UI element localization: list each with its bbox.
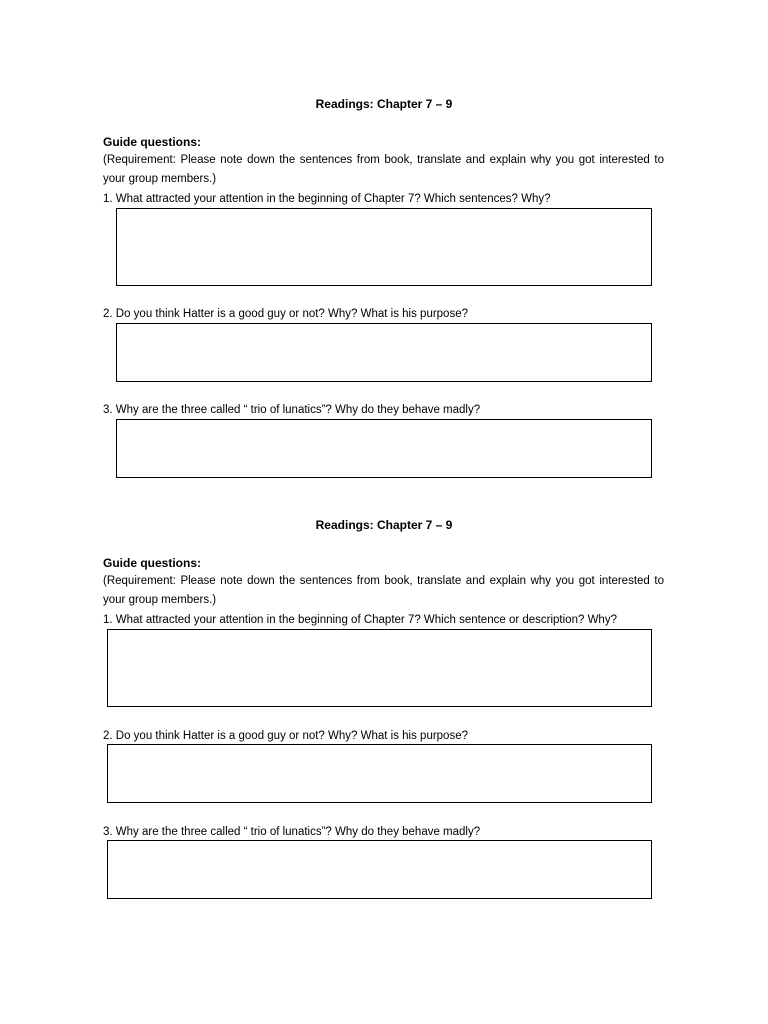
question-2: 2. Do you think Hatter is a good guy or not? Why? What is his purpose? (103, 730, 468, 742)
requirement-text: (Requirement: Please note down the sentences from book, translate and explain why you got interested to your group members.) (103, 575, 664, 606)
question-3: 3. Why are the three called “ trio of lunatics”? Why do they behave madly? (103, 826, 481, 838)
answer-box-2[interactable] (107, 744, 652, 803)
answer-box-3[interactable] (116, 419, 652, 478)
question-2: 2. Do you think Hatter is a good guy or not? Why? What is his purpose? (103, 308, 468, 320)
question-1: 1. What attracted your attention in the beginning of Chapter 7? Which sentences? Why? (103, 193, 551, 205)
section-title: Readings: Chapter 7 – 9 (315, 518, 453, 532)
question-3: 3. Why are the three called “ trio of lunatics”? Why do they behave madly? (103, 404, 481, 416)
answer-box-2[interactable] (116, 323, 652, 382)
question-1: 1. What attracted your attention in the beginning of Chapter 7? Which sentence or description? Why? (103, 614, 617, 626)
guide-questions-heading: Guide questions: (103, 135, 202, 149)
answer-box-1[interactable] (116, 208, 652, 286)
answer-box-1[interactable] (107, 629, 652, 707)
answer-box-3[interactable] (107, 840, 652, 899)
requirement-text: (Requirement: Please note down the sentences from book, translate and explain why you got interested to your group members.) (103, 154, 664, 185)
section-title: Readings: Chapter 7 – 9 (315, 97, 453, 111)
guide-questions-heading: Guide questions: (103, 556, 202, 570)
